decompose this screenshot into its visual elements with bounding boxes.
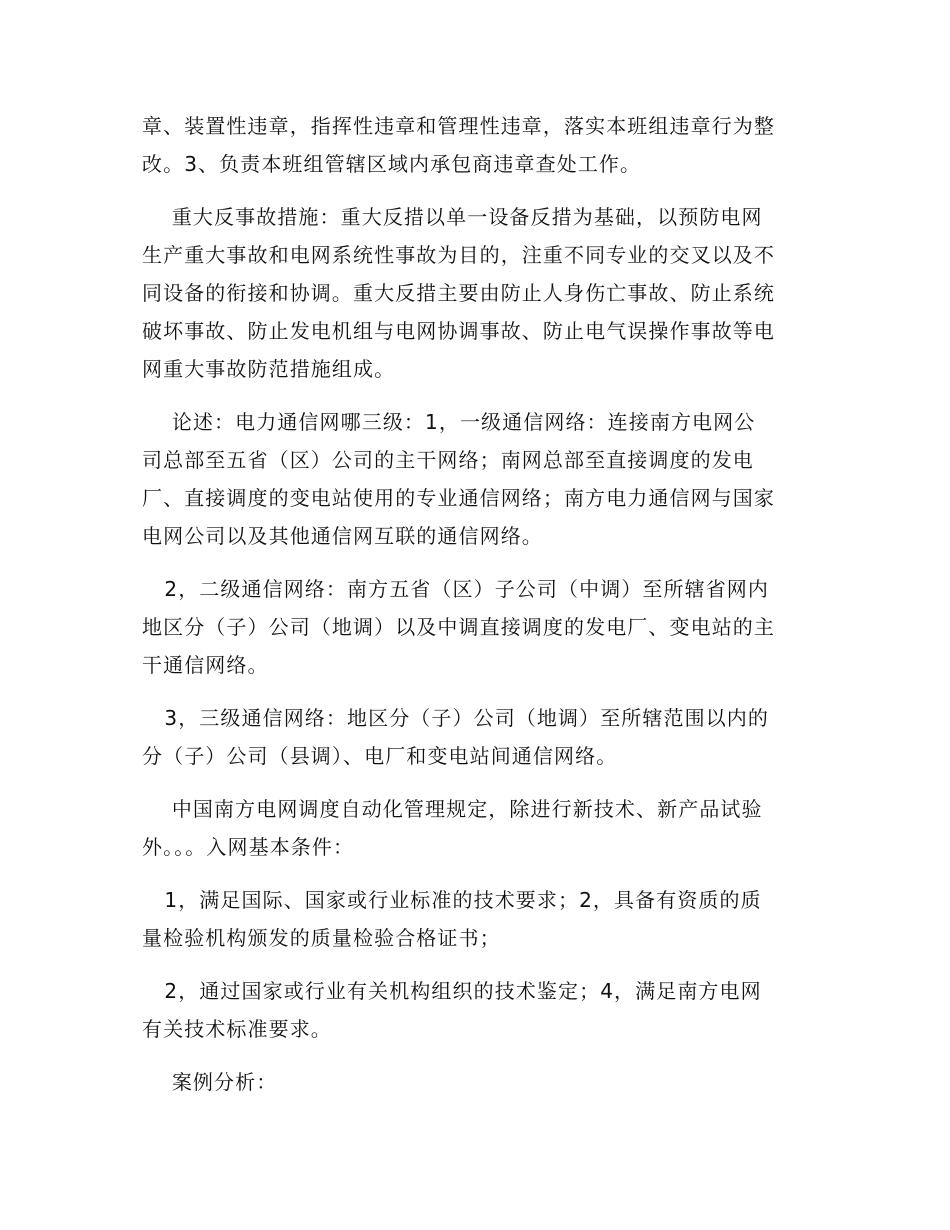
section-heading: 案例分析： bbox=[142, 1070, 278, 1094]
paragraph-line: 2，通过国家或行业有关机构组织的技术鉴定；4，满足南方电网 bbox=[142, 979, 762, 1003]
paragraph-line: 章、装置性违章，指挥性违章和管理性违章，落实本班组违章行为整 bbox=[142, 114, 775, 138]
paragraph-line: 分（子）公司（县调）、电厂和变电站间通信网络。 bbox=[142, 744, 618, 768]
paragraph-line: 同设备的衔接和协调。重大反措主要由防止人身伤亡事故、防止系统 bbox=[142, 281, 775, 305]
paragraph-line: 量检验机构颁发的质量检验合格证书； bbox=[142, 926, 501, 950]
paragraph-line: 网重大事故防范措施组成。 bbox=[142, 357, 396, 381]
paragraph-line: 生产重大事故和电网系统性事故为目的，注重不同专业的交叉以及不 bbox=[142, 243, 775, 267]
paragraph-line: 有关技术标准要求。 bbox=[142, 1017, 332, 1041]
paragraph-line: 1，满足国际、国家或行业标准的技术要求；2，具备有资质的质 bbox=[142, 888, 762, 912]
paragraph-line: 重大反事故措施：重大反措以单一设备反措为基础，以预防电网 bbox=[142, 205, 763, 229]
paragraph-line: 地区分（子）公司（地调）以及中调直接调度的发电厂、变电站的主 bbox=[142, 615, 775, 639]
paragraph-line: 厂、直接调度的变电站使用的专业通信网络；南方电力通信网与国家 bbox=[142, 486, 775, 510]
paragraph-line: 干通信网络。 bbox=[142, 653, 269, 677]
paragraph-line: 改。3、负责本班组管辖区域内承包商违章查处工作。 bbox=[142, 152, 642, 176]
paragraph-line: 电网公司以及其他通信网互联的通信网络。 bbox=[142, 524, 543, 548]
paragraph-line: 外。。。入网基本条件： bbox=[142, 835, 355, 859]
paragraph-line: 司总部至五省（区）公司的主干网络；南网总部至直接调度的发电 bbox=[142, 448, 754, 472]
paragraph-line: 3，三级通信网络：地区分（子）公司（地调）至所辖范围以内的 bbox=[142, 706, 769, 730]
paragraph-line: 论述：电力通信网哪三级：1，一级通信网络：连接南方电网公 bbox=[142, 410, 756, 434]
paragraph-line: 中国南方电网调度自动化管理规定，除进行新技术、新产品试验 bbox=[142, 797, 763, 821]
paragraph-line: 破坏事故、防止发电机组与电网协调事故、防止电气误操作事故等电 bbox=[142, 319, 775, 343]
paragraph-line: 2，二级通信网络：南方五省（区）子公司（中调）至所辖省网内 bbox=[142, 577, 769, 601]
